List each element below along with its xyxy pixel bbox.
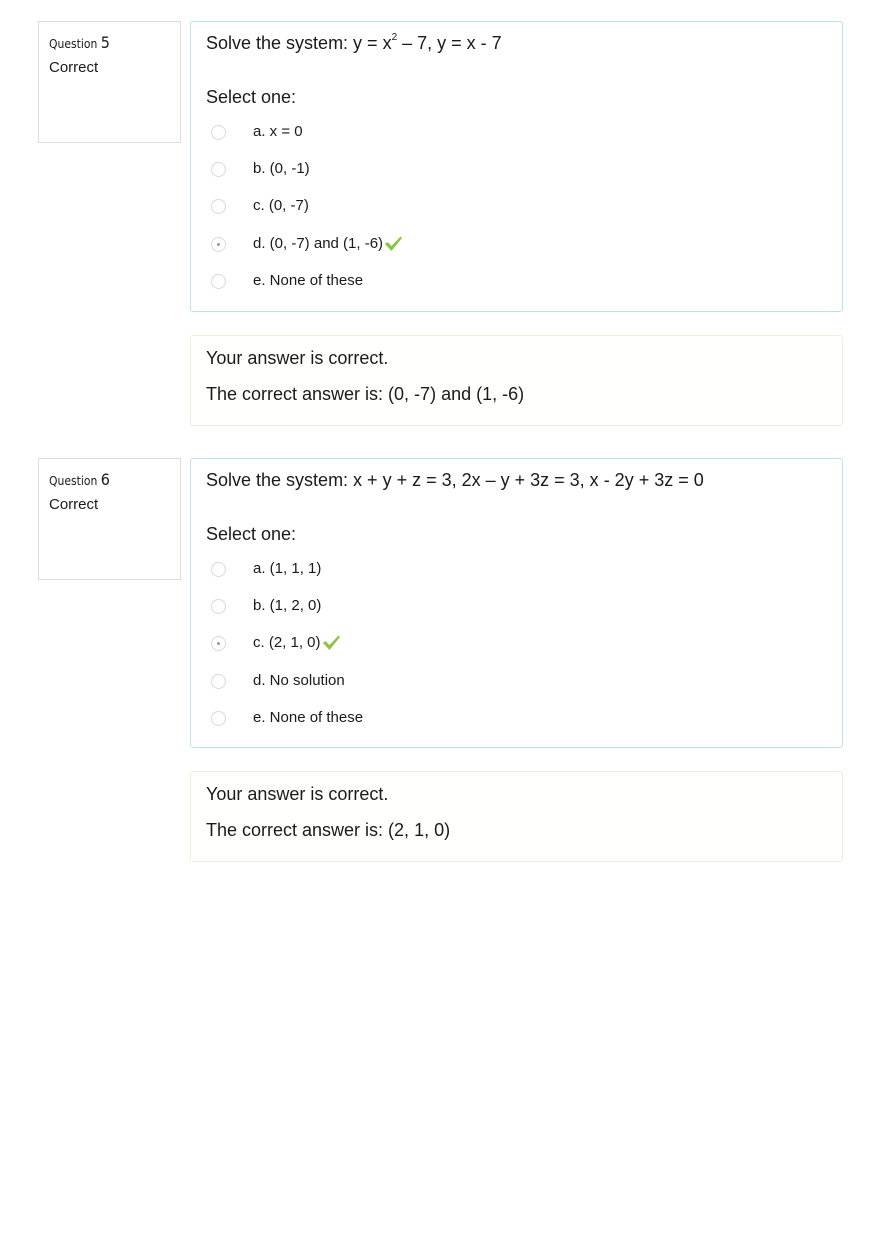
radio-button[interactable] [211, 274, 226, 289]
question-info-5 [38, 21, 181, 143]
question-text-exponent: 2 [391, 32, 398, 43]
question-formulation-5 [190, 21, 843, 312]
answer-option-label-wrap [253, 234, 403, 258]
radio-button[interactable] [211, 162, 226, 177]
question-text-prefix: Solve the system: y = x [206, 33, 392, 53]
answer-option-c[interactable] [211, 632, 711, 654]
question-info-6 [38, 458, 181, 580]
radio-button[interactable] [211, 599, 226, 614]
question-text [206, 32, 502, 54]
answer-option-label: c. (0, -7) [253, 197, 309, 214]
answer-option-label: e. None of these [253, 272, 364, 289]
answer-option-label: a. (1, 1, 1) [253, 560, 322, 577]
question-feedback-5 [190, 335, 843, 426]
question-state: Correct [49, 59, 99, 76]
question-number-value: 5 [100, 33, 110, 52]
answer-option-e[interactable] [211, 270, 711, 292]
question-text: Solve the system: x + y + z = 3, 2x – y + 3z = 3, x - 2y + 3z = 0 [206, 470, 704, 490]
select-one-prompt: Select one: [206, 524, 297, 544]
answer-option-label: b. (1, 2, 0) [253, 597, 322, 614]
question-formulation-6 [190, 458, 843, 748]
radio-button[interactable] [211, 674, 226, 689]
answer-option-b[interactable] [211, 158, 711, 180]
answer-option-e[interactable] [211, 707, 711, 729]
radio-button-selected[interactable] [211, 636, 226, 651]
question-number-value: 6 [100, 470, 110, 489]
feedback-status: Your answer is correct. [206, 784, 389, 804]
answer-option-label: b. (0, -1) [253, 160, 310, 177]
question-state: Correct [49, 496, 99, 513]
radio-button-selected[interactable] [211, 237, 226, 252]
answer-option-label: d. No solution [253, 672, 345, 689]
question-feedback-6 [190, 771, 843, 862]
answer-option-c[interactable] [211, 195, 711, 217]
question-label: Question [49, 37, 98, 51]
answer-option-label: c. (2, 1, 0) [253, 634, 321, 651]
question-label: Question [49, 474, 98, 488]
radio-button[interactable] [211, 199, 226, 214]
answer-option-d[interactable] [211, 670, 711, 692]
radio-button[interactable] [211, 562, 226, 577]
answer-option-label: d. (0, -7) and (1, -6) [253, 235, 384, 252]
feedback-status: Your answer is correct. [206, 348, 389, 368]
select-one-prompt: Select one: [206, 87, 297, 107]
feedback-right-answer: The correct answer is: (2, 1, 0) [206, 820, 451, 840]
answer-option-b[interactable] [211, 595, 711, 617]
correct-checkmark-icon [384, 235, 403, 258]
answer-option-a[interactable] [211, 558, 711, 580]
answer-option-a[interactable] [211, 121, 711, 143]
question-text-suffix: – 7, y = x - 7 [397, 33, 502, 53]
correct-checkmark-icon [322, 634, 341, 657]
radio-button[interactable] [211, 711, 226, 726]
answer-option-label: e. None of these [253, 709, 364, 726]
answer-option-label-wrap [253, 633, 341, 657]
answer-option-d[interactable] [211, 233, 711, 255]
feedback-right-answer: The correct answer is: (0, -7) and (1, -6) [206, 384, 525, 404]
answer-option-label: a. x = 0 [253, 123, 303, 140]
radio-button[interactable] [211, 125, 226, 140]
question-number [49, 34, 170, 53]
question-number [49, 471, 170, 490]
